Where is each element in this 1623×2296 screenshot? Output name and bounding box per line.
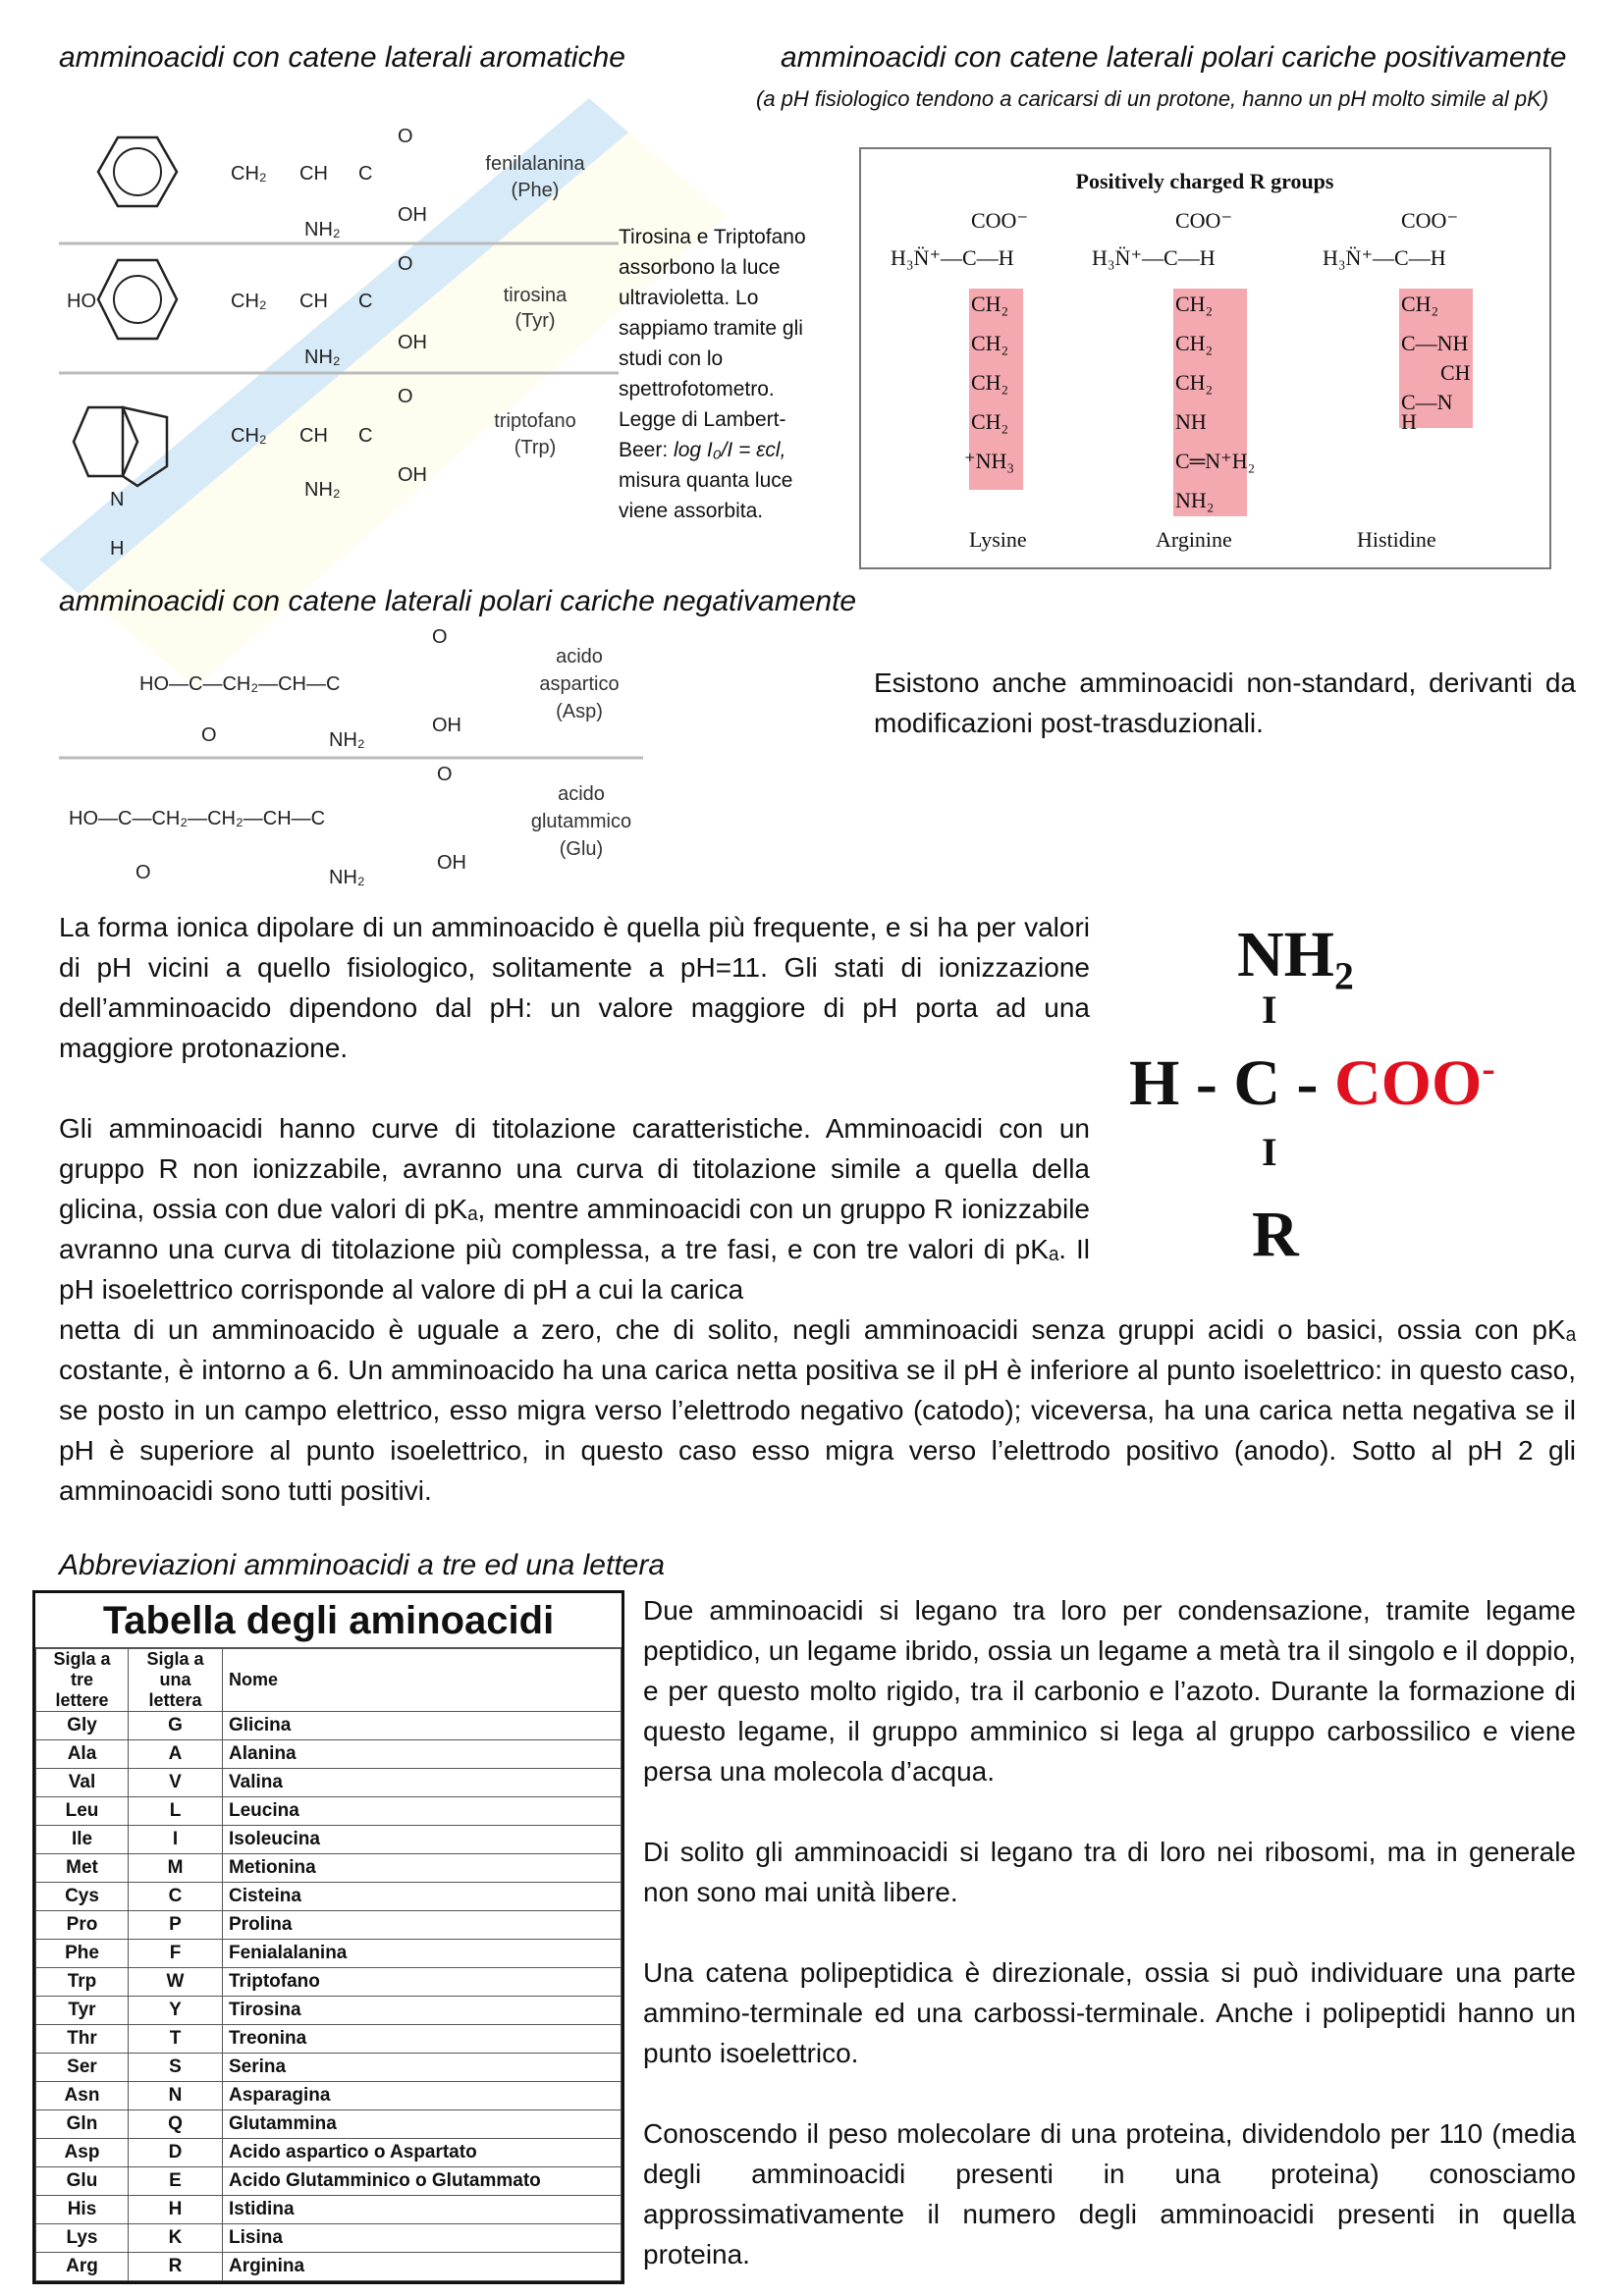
phenylalanine-structure — [98, 126, 585, 240]
svg-text:CH₂: CH₂ — [971, 292, 1009, 316]
amino-acid-name: Fenialalanina — [223, 1940, 622, 1968]
table-row — [36, 2110, 622, 2139]
three-letter-code: His — [36, 2196, 129, 2224]
col-three-letter: Sigla a tre lettere — [36, 1649, 129, 1712]
svg-text:COO⁻: COO⁻ — [1401, 208, 1459, 233]
svg-text:O: O — [398, 126, 413, 147]
paragraph-titration: Gli amminoacidi hanno curve di titolazione caratteristiche. Amminoacidi con un gruppo R non ionizzabile, avranno una curva di titolazione simile a quella della glicina, ossia con due valori di pKₐ, mentre amminoacidi con un gruppo R ionizzabile avranno una curva di titolazione più complessa, a tre fasi, e con tre valori di pKₐ. Il pH isoelettrico corrisponde al valore di pH a cui la carica — [59, 1113, 1090, 1305]
ribosome-paragraph: Di solito gli amminoacidi si legano tra di loro nei ribosomi, ma in generale non sono mai unità libere. — [643, 1837, 1576, 1907]
svg-text:O: O — [135, 862, 151, 883]
svg-text:(Tyr): (Tyr) — [514, 310, 556, 332]
histidine — [1323, 208, 1471, 552]
table-row — [36, 1712, 622, 1740]
svg-text:OH: OH — [432, 715, 461, 736]
svg-text:NH₂: NH₂ — [304, 347, 341, 368]
table-row — [36, 1826, 622, 1854]
svg-text:Positively charged R groups: Positively charged R groups — [1075, 169, 1334, 193]
one-letter-code: L — [129, 1797, 223, 1826]
svg-text:CH₂: CH₂ — [971, 331, 1009, 355]
svg-text:H₃N̈⁺—C—H: H₃N̈⁺—C—H — [1092, 245, 1216, 270]
svg-text:C: C — [358, 425, 373, 447]
table-row — [36, 2253, 622, 2281]
one-letter-code: W — [129, 1968, 223, 1997]
amino-acid-name: Tirosina — [223, 1997, 622, 2025]
amino-acid-name: Istidina — [223, 2196, 622, 2224]
table-row — [36, 2139, 622, 2167]
amino-acid-formula: NH₂ I H - C - COO- I R — [1129, 919, 1495, 1270]
one-letter-code: K — [129, 2224, 223, 2253]
svg-text:N: N — [110, 489, 125, 510]
three-letter-code: Thr — [36, 2025, 129, 2054]
uv-absorption-note: Tirosina e Triptofano assorbono la luce ultravioletta. Lo sappiamo tramite gli studi con lo spettrofotometro. Legge di Lambert-Beer: log I₀/I = εcl, misura quanta luce viene assorbita. — [619, 226, 806, 522]
amino-acid-name: Treonina — [223, 2025, 622, 2054]
svg-text:CH₂: CH₂ — [971, 409, 1009, 434]
svg-text:OH: OH — [437, 852, 466, 874]
amino-acid-name: Arginina — [223, 2253, 622, 2281]
heading-positive: amminoacidi con catene laterali polari cariche positivamente — [781, 41, 1567, 74]
svg-text:CH: CH — [299, 425, 328, 447]
one-letter-code: N — [129, 2082, 223, 2110]
three-letter-code: Ala — [36, 1740, 129, 1769]
one-letter-code: F — [129, 1940, 223, 1968]
amino-acid-name: Serina — [223, 2054, 622, 2082]
amino-acid-name: Valina — [223, 1769, 622, 1797]
polypeptide-paragraph: Una catena polipeptidica è direzionale, ossia si può individuare una parte ammino-terminale ed una carbossi-terminale. Anche i polipeptidi hanno un punto isoelettrico. — [643, 1957, 1576, 2068]
svg-text:(Glu): (Glu) — [559, 838, 604, 860]
svg-text:CH₂: CH₂ — [1175, 370, 1214, 395]
one-letter-code: E — [129, 2167, 223, 2196]
three-letter-code: Val — [36, 1769, 129, 1797]
table-row — [36, 2167, 622, 2196]
amino-acid-name: Prolina — [223, 1911, 622, 1940]
one-letter-code: Q — [129, 2110, 223, 2139]
table-row — [36, 1911, 622, 1940]
col-name: Nome — [223, 1649, 622, 1712]
svg-text:glutammico: glutammico — [530, 811, 632, 832]
svg-text:CH₂: CH₂ — [1401, 292, 1439, 316]
glutamic-acid-structure — [69, 764, 631, 888]
three-letter-code: Ile — [36, 1826, 129, 1854]
three-letter-code: Asp — [36, 2139, 129, 2167]
one-letter-code: D — [129, 2139, 223, 2167]
amino-acid-name: Lisina — [223, 2224, 622, 2253]
svg-text:Arginine: Arginine — [1156, 527, 1232, 552]
svg-text:OH: OH — [398, 332, 427, 353]
right-column-text — [643, 1590, 1576, 2274]
peptide-bond-paragraph: Due amminoacidi si legano tra loro per condensazione, tramite legame peptidico, un legame ibrido, ossia un legame a metà tra il singolo e il doppio, e per questo molto rigido, tra il carbonio e l’azoto. Durante la formazione di questo legame, il gruppo amminico si lega al gruppo carbossilico e viene persa una molecola d’acqua. — [643, 1595, 1576, 1787]
three-letter-code: Gln — [36, 2110, 129, 2139]
svg-text:HO: HO — [67, 291, 96, 312]
svg-text:O: O — [398, 386, 413, 407]
amino-acid-name: Acido Glutamminico o Glutammato — [223, 2167, 622, 2196]
svg-text:NH₂: NH₂ — [304, 219, 341, 240]
three-letter-code: Leu — [36, 1797, 129, 1826]
amino-acid-name: Asparagina — [223, 2082, 622, 2110]
svg-text:CH₂: CH₂ — [971, 370, 1009, 395]
svg-text:NH₂: NH₂ — [1175, 488, 1215, 512]
svg-text:H₃N̈⁺—C—H: H₃N̈⁺—C—H — [891, 245, 1014, 270]
amino-acid-name: Cisteina — [223, 1883, 622, 1911]
one-letter-code: R — [129, 2253, 223, 2281]
one-letter-code: Y — [129, 1997, 223, 2025]
svg-text:acido: acido — [558, 783, 605, 805]
three-letter-code: Tyr — [36, 1997, 129, 2025]
one-letter-code: C — [129, 1883, 223, 1911]
svg-text:triptofano: triptofano — [494, 410, 576, 432]
amino-acid-table — [32, 1590, 624, 2284]
table-row — [36, 1883, 622, 1911]
svg-text:CH₂: CH₂ — [1175, 292, 1214, 316]
one-letter-code: I — [129, 1826, 223, 1854]
svg-text:CH₂: CH₂ — [231, 425, 267, 447]
svg-text:O: O — [437, 764, 453, 785]
svg-text:(Phe): (Phe) — [511, 180, 560, 201]
one-letter-code: V — [129, 1769, 223, 1797]
three-letter-code: Cys — [36, 1883, 129, 1911]
svg-text:CH: CH — [1440, 360, 1471, 385]
three-letter-code: Glu — [36, 2167, 129, 2196]
tyrosine-structure — [67, 253, 568, 368]
svg-text:⁺NH₃: ⁺NH₃ — [964, 449, 1015, 473]
svg-text:H: H — [110, 538, 125, 560]
table-row — [36, 1997, 622, 2025]
three-letter-code: Met — [36, 1854, 129, 1883]
svg-text:O: O — [201, 724, 217, 746]
nonstandard-note: Esistono anche amminoacidi non-standard, derivanti da modificazioni post-trasduzionali. — [874, 667, 1576, 738]
svg-text:aspartico: aspartico — [539, 673, 620, 695]
table-row — [36, 1740, 622, 1769]
three-letter-code: Phe — [36, 1940, 129, 1968]
three-letter-code: Gly — [36, 1712, 129, 1740]
table-row — [36, 2082, 622, 2110]
three-letter-code: Ser — [36, 2054, 129, 2082]
paragraph-ionic-form: La forma ionica dipolare di un amminoacido è quella più frequente, e si ha per valori di pH vicini a quello fisiologico, solitamente a pH=11. Gli stati di ionizzazione dell’amminoacido dipendono dal pH: un valore maggiore di pH porta ad una maggiore protonazione. — [59, 912, 1090, 1063]
molecular-weight-paragraph: Conoscendo il peso molecolare di una proteina, dividendolo per 110 (media degli amminoacidi presenti in una proteina) conosciamo approssimativamente il numero degli amminoacidi presenti in quella proteina. — [643, 2118, 1576, 2269]
amino-acid-name: Isoleucina — [223, 1826, 622, 1854]
amino-acid-name: Acido aspartico o Aspartato — [223, 2139, 622, 2167]
svg-text:fenilalanina: fenilalanina — [485, 153, 585, 175]
svg-text:O: O — [398, 253, 413, 275]
paragraph-isoelectric: netta di un amminoacido è uguale a zero, che di solito, negli amminoacidi senza gruppi acidi o basici, ossia con pKₐ costante, è intorno a 6. Un amminoacido ha una carica netta positiva se il pH è inferiore al punto isoelettrico: in questo caso, se posto in un campo elettrico, esso migra verso l’elettrodo negativo (catodo); viceversa, ha una carica netta negativa se il pH è superiore al punto isoelettrico, in questo caso esso migra verso l’elettrodo positivo (anodo). Sotto al pH 2 gli amminoacidi sono tutti positivi. — [59, 1314, 1576, 1506]
svg-text:CH: CH — [299, 291, 328, 312]
heading-aromatic: amminoacidi con catene laterali aromatiche — [59, 41, 625, 74]
one-letter-code: H — [129, 2196, 223, 2224]
heading-abbreviations: Abbreviazioni amminoacidi a tre ed una lettera — [59, 1549, 666, 1581]
tryptophan-structure — [74, 386, 576, 560]
svg-text:C—NH: C—NH — [1401, 331, 1469, 355]
heading-negative: amminoacidi con catene laterali polari cariche negativamente — [59, 585, 857, 617]
svg-text:CH₂: CH₂ — [1175, 331, 1214, 355]
positive-r-groups-figure — [859, 147, 1551, 569]
svg-text:CH₂: CH₂ — [231, 163, 267, 185]
svg-text:HO—C—CH₂—CH₂—CH—C: HO—C—CH₂—CH₂—CH—C — [69, 808, 326, 829]
svg-text:NH₂: NH₂ — [304, 479, 341, 501]
table-row — [36, 1968, 622, 1997]
lysine — [891, 208, 1028, 552]
one-letter-code: A — [129, 1740, 223, 1769]
amino-acid-name: Glicina — [223, 1712, 622, 1740]
one-letter-code: T — [129, 2025, 223, 2054]
three-letter-code: Pro — [36, 1911, 129, 1940]
svg-text:H₃N̈⁺—C—H: H₃N̈⁺—C—H — [1323, 245, 1446, 270]
svg-text:OH: OH — [398, 464, 427, 486]
table-row — [36, 2196, 622, 2224]
amino-acid-name: Leucina — [223, 1797, 622, 1826]
table-row — [36, 1797, 622, 1826]
table-row — [36, 2054, 622, 2082]
svg-text:(Asp): (Asp) — [556, 701, 603, 722]
svg-text:C═N⁺H₂: C═N⁺H₂ — [1175, 449, 1256, 473]
svg-text:CH: CH — [299, 163, 328, 185]
aromatic-structures — [59, 113, 628, 564]
table-row — [36, 1769, 622, 1797]
one-letter-code: P — [129, 1911, 223, 1940]
svg-text:H: H — [1401, 409, 1417, 434]
svg-text:NH₂: NH₂ — [329, 867, 365, 888]
svg-text:(Trp): (Trp) — [514, 437, 557, 458]
one-letter-code: M — [129, 1854, 223, 1883]
table-row — [36, 1940, 622, 1968]
svg-text:OH: OH — [398, 204, 427, 226]
three-letter-code: Trp — [36, 1968, 129, 1997]
svg-text:Histidine: Histidine — [1357, 527, 1436, 552]
svg-text:C: C — [358, 291, 373, 312]
svg-text:NH: NH — [1175, 409, 1207, 434]
amino-acid-name: Alanina — [223, 1740, 622, 1769]
three-letter-code: Arg — [36, 2253, 129, 2281]
table-row — [36, 1854, 622, 1883]
svg-text:C—N: C—N — [1401, 390, 1453, 414]
svg-text:O: O — [432, 626, 448, 648]
svg-text:tirosina: tirosina — [503, 285, 568, 306]
negative-structures — [59, 623, 648, 893]
three-letter-code: Asn — [36, 2082, 129, 2110]
table-title: Tabella degli aminoacidi — [35, 1593, 622, 1648]
svg-text:COO⁻: COO⁻ — [1175, 208, 1233, 233]
one-letter-code: S — [129, 2054, 223, 2082]
svg-text:acido: acido — [556, 646, 603, 667]
three-letter-code: Lys — [36, 2224, 129, 2253]
svg-text:COO⁻: COO⁻ — [971, 208, 1029, 233]
svg-text:Lysine: Lysine — [969, 527, 1027, 552]
amino-acid-name: Metionina — [223, 1854, 622, 1883]
svg-text:HO—C—CH₂—CH—C: HO—C—CH₂—CH—C — [139, 673, 341, 695]
positive-note: (a pH fisiologico tendono a caricarsi di un protone, hanno un pH molto simile al pK) — [756, 86, 1549, 111]
table-row — [36, 2224, 622, 2253]
table-row — [36, 2025, 622, 2054]
one-letter-code: G — [129, 1712, 223, 1740]
svg-text:C: C — [358, 163, 373, 185]
svg-text:CH₂: CH₂ — [231, 291, 267, 312]
amino-acid-name: Glutammina — [223, 2110, 622, 2139]
col-one-letter: Sigla a una lettera — [129, 1649, 223, 1712]
amino-acid-name: Triptofano — [223, 1968, 622, 1997]
aspartic-acid-structure — [139, 626, 620, 751]
svg-text:NH₂: NH₂ — [329, 729, 365, 751]
